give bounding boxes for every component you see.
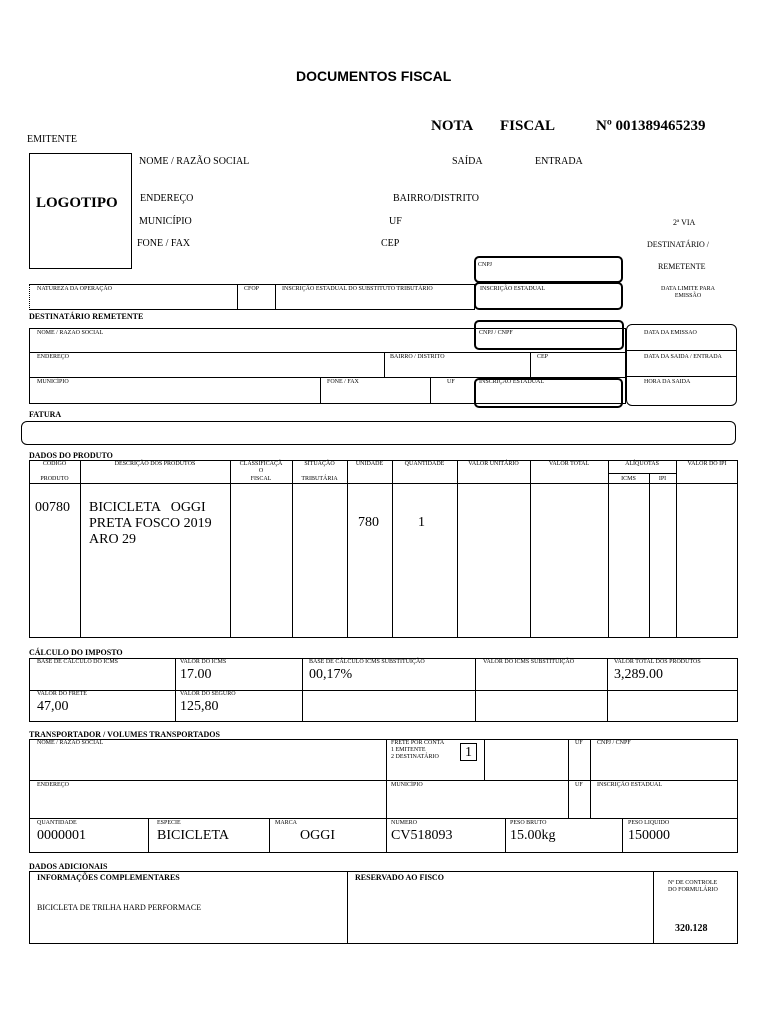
fatura-section-title: FATURA bbox=[29, 410, 62, 419]
transporte-section-title: TRANSPORTADOR / VOLUMES TRANSPORTADOS bbox=[29, 730, 220, 739]
saida-label: SAÍDA bbox=[452, 156, 483, 167]
logo-placeholder: LOGOTIPO bbox=[36, 195, 118, 211]
via-label: 2ª VIA bbox=[673, 218, 696, 227]
invoice-number: Nº 001389465239 bbox=[596, 118, 706, 134]
col-situacao-2: TRIBUTÁRIA bbox=[301, 476, 338, 482]
marca-label: MARCA bbox=[275, 820, 298, 826]
controle-label-2: DO FORMULÁRIO bbox=[668, 887, 718, 893]
fatura-box bbox=[21, 421, 736, 445]
numero-label: NUMERO bbox=[391, 820, 418, 826]
item-desc-1: BICICLETA OGGI bbox=[89, 500, 206, 515]
peso-bruto-label: PESO BRUTO bbox=[510, 820, 547, 826]
destinatario-remetente-label-1: DESTINATÁRIO / bbox=[647, 240, 709, 249]
dest-municipio-label: MUNICÍPIO bbox=[37, 379, 69, 385]
col-valor-ipi: VALOR DO IPI bbox=[687, 461, 727, 467]
col-quantidade: QUANTIDADE bbox=[404, 461, 445, 467]
info-complementares-value: BICICLETA DE TRILHA HARD PERFORMACE bbox=[37, 903, 202, 912]
natureza-label: NATUREZA DA OPERAÇÃO bbox=[37, 286, 113, 292]
transp-insc-label: INSCRIÇÃO ESTADUAL bbox=[597, 782, 663, 788]
col-classif-3: FISCAL bbox=[250, 476, 272, 482]
col-codigo-1: CODIGO bbox=[42, 461, 67, 467]
valor-icms-value: 17.00 bbox=[180, 667, 212, 682]
hora-saida-label: HORA DA SAIDA bbox=[644, 379, 691, 385]
cnpj-box bbox=[474, 256, 623, 283]
peso-bruto-value: 15.00kg bbox=[510, 828, 556, 843]
dest-endereco-label: ENDEREÇO bbox=[37, 354, 69, 360]
col-ipi: IPI bbox=[658, 476, 667, 482]
col-valor-unitario: VALOR UNITÁRIO bbox=[468, 461, 519, 467]
frete-label-1: FRETE POR CONTA bbox=[391, 740, 445, 746]
frete-value-box: 1 bbox=[460, 743, 477, 761]
emitente-cep-label: CEP bbox=[381, 238, 400, 249]
fiscal-label: FISCAL bbox=[500, 118, 556, 134]
emitente-endereco-label: ENDEREÇO bbox=[140, 193, 194, 204]
quantidade-label: QUANTIDADE bbox=[37, 820, 77, 826]
item-unidade: 780 bbox=[358, 515, 379, 530]
data-emissao-label: DATA DA EMISSAO bbox=[644, 330, 697, 336]
controle-value: 320.128 bbox=[675, 923, 708, 934]
col-unidade: UNIDADE bbox=[355, 461, 384, 467]
insc-est-label: INSCRIÇÃO ESTADUAL bbox=[480, 286, 546, 292]
document-title: DOCUMENTOS FISCAL bbox=[296, 68, 452, 84]
transp-municipio-label: MUNICÍPIO bbox=[391, 782, 423, 788]
peso-liquido-label: PESO LIQUIDO bbox=[628, 820, 670, 826]
controle-label-1: Nº DE CONTROLE bbox=[668, 880, 718, 886]
emitente-label: EMITENTE bbox=[27, 134, 77, 145]
data-limite-label-2: EMISSÃO bbox=[674, 293, 702, 299]
col-classif-2: O bbox=[258, 468, 264, 474]
col-descricao: DESCRIÇÃO DOS PRODUTOS bbox=[114, 461, 196, 467]
marca-value: OGGI bbox=[300, 828, 335, 843]
col-classif-1: CLASSIFICAÇÃ bbox=[239, 461, 283, 467]
reservado-fisco-label: RESERVADO AO FISCO bbox=[355, 873, 444, 882]
frete-label-3: 2 DESTINATÁRIO bbox=[391, 754, 439, 760]
col-aliquotas: ALÍQUOTAS bbox=[625, 461, 659, 467]
col-codigo-2: PRODUTO bbox=[40, 476, 69, 482]
valor-total-produtos-label: VALOR TOTAL DOS PRODUTOS bbox=[614, 659, 701, 665]
emitente-fone-label: FONE / FAX bbox=[137, 238, 191, 249]
base-icms-sub-label: BASE DE CÁLCULO ICMS SUBSTITUIÇÃO bbox=[309, 659, 425, 665]
valor-frete-label: VALOR DO FRETE bbox=[37, 691, 87, 697]
base-icms-label: BASE DE CÁLCULO DO ICMS bbox=[37, 659, 119, 665]
emitente-bairro-label: BAIRRO/DISTRITO bbox=[393, 193, 479, 204]
transp-cnpj-label: CNPJ / CNPF bbox=[597, 740, 631, 746]
dest-insc-label: INSCRIÇÃO ESTADUAL bbox=[479, 379, 545, 385]
data-saida-label: DATA DA SAIDA / ENTRADA bbox=[644, 354, 722, 360]
col-icms: ICMS bbox=[621, 476, 636, 482]
emitente-nome-label: NOME / RAZÃO SOCIAL bbox=[139, 156, 250, 167]
transp-endereco-label: ENDEREÇO bbox=[37, 782, 69, 788]
item-desc-3: ARO 29 bbox=[89, 532, 137, 547]
destinatario-remetente-label-2: REMETENTE bbox=[658, 262, 706, 271]
cfop-label: CFOP bbox=[244, 286, 260, 292]
produtos-table bbox=[29, 460, 738, 638]
item-quantidade: 1 bbox=[418, 515, 425, 530]
dest-cnpj-label: CNPJ / CNPF bbox=[479, 330, 513, 336]
dest-fone-label: FONE / FAX bbox=[327, 379, 359, 385]
data-limite-label-1: DATA LIMITE PARA bbox=[661, 286, 715, 292]
entrada-label: ENTRADA bbox=[535, 156, 583, 167]
emitente-municipio-label: MUNICÍPIO bbox=[139, 216, 192, 227]
valor-frete-value: 47,00 bbox=[37, 699, 69, 714]
imposto-section-title: CÁLCULO DO IMPOSTO bbox=[29, 648, 123, 657]
valor-icms-label: VALOR DO ICMS bbox=[180, 659, 227, 665]
item-desc-2: PRETA FOSCO 2019 bbox=[89, 516, 212, 531]
valor-seguro-label: VALOR DO SEGURO bbox=[180, 691, 236, 697]
transp-uf-label: UF bbox=[575, 740, 583, 746]
dest-nome-label: NOME / RAZAO SOCIAL bbox=[37, 330, 104, 336]
especie-label: ESPECIE bbox=[157, 820, 181, 826]
dest-bairro-label: BAIRRO / DISTRITO bbox=[390, 354, 445, 360]
valor-seguro-value: 125,80 bbox=[180, 699, 219, 714]
transp-uf2-label: UF bbox=[575, 782, 583, 788]
base-icms-sub-value: 00,17% bbox=[309, 667, 353, 682]
info-complementares-label: INFORMAÇÕES COMPLEMENTARES bbox=[37, 873, 180, 882]
frete-label-2: 1 EMITENTE bbox=[391, 747, 426, 753]
dest-uf-label: UF bbox=[447, 379, 455, 385]
valor-icms-sub-label: VALOR DO ICMS SUBSTITUIÇÃO bbox=[483, 659, 575, 665]
especie-value: BICICLETA bbox=[157, 828, 229, 843]
adicionais-section-title: DADOS ADICIONAIS bbox=[29, 862, 108, 871]
valor-total-produtos-value: 3,289.00 bbox=[614, 667, 663, 682]
peso-liquido-value: 150000 bbox=[628, 828, 670, 843]
cnpj-label: CNPJ bbox=[478, 262, 493, 268]
dest-cep-label: CEP bbox=[537, 354, 549, 360]
produtos-section-title: DADOS DO PRODUTO bbox=[29, 451, 113, 460]
col-situacao-1: SITUAÇÃO bbox=[304, 461, 335, 467]
nota-label: NOTA bbox=[431, 118, 474, 134]
transp-nome-label: NOME / RAZAO SOCIAL bbox=[37, 740, 104, 746]
item-codigo: 00780 bbox=[35, 500, 70, 515]
quantidade-value: 0000001 bbox=[37, 828, 86, 843]
destinatario-section-title: DESTINATÁRIO REMETENTE bbox=[29, 312, 144, 321]
col-valor-total: VALOR TOTAL bbox=[548, 461, 590, 467]
insc-sub-label: INSCRIÇÃO ESTADUAL DO SUBSTITUTO TRIBUTÁRIO bbox=[282, 286, 433, 292]
numero-value: CV518093 bbox=[391, 828, 453, 843]
emitente-uf-label: UF bbox=[389, 216, 402, 227]
